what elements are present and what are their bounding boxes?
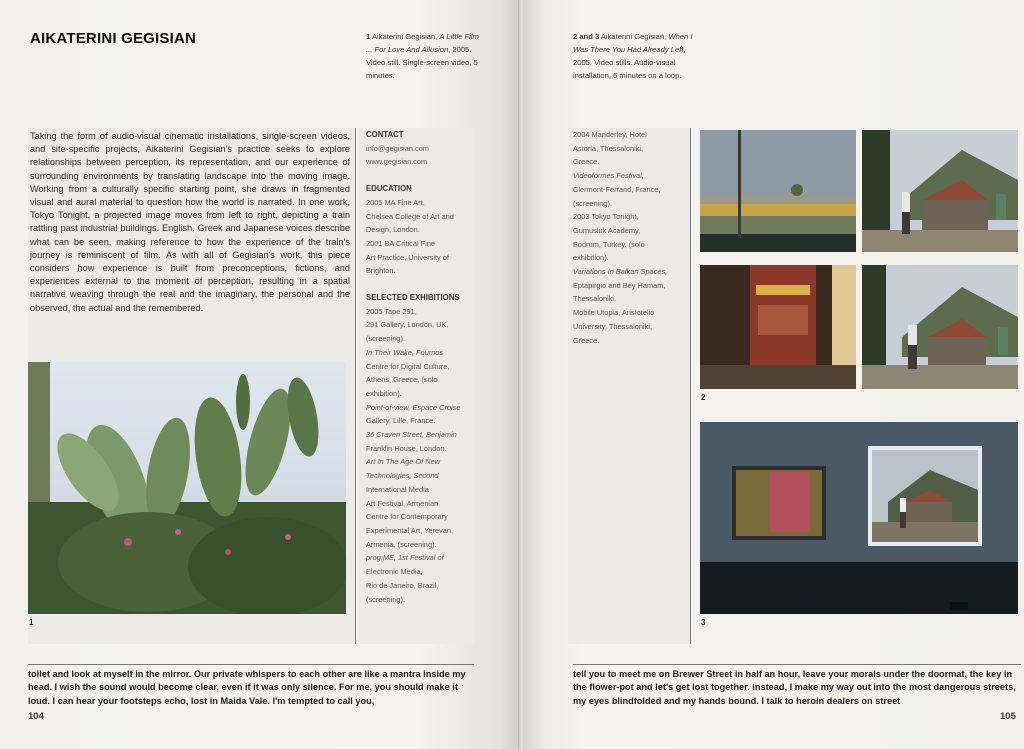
exhibition-line: Electronic Media, bbox=[366, 567, 423, 577]
exhibition-line: International Media bbox=[366, 484, 429, 494]
figure-1-photo bbox=[28, 362, 346, 614]
education-line: 2005 MA Fine Art, bbox=[366, 197, 425, 207]
figure-2-still-road bbox=[700, 130, 856, 252]
contact-email: info@gegisian.com bbox=[366, 143, 429, 153]
education-line: Design, London. bbox=[366, 225, 420, 235]
exhibition-line: (screening). bbox=[366, 594, 406, 604]
artist-name-heading: AIKATERINI GEGISIAN bbox=[30, 30, 197, 47]
village-still bbox=[862, 130, 1018, 252]
exhibition-line: exhibition). bbox=[366, 388, 402, 398]
cactus-photo bbox=[28, 362, 346, 614]
footer-narrative: toilet and look at myself in the mirror. Our private whispers to each other are like a mantra inside my head. I wish the sound would become clear, even if it was only silence. For me, you should make it loud. I can hear your footsteps echo, lost in Maida Vale. I'm tempted to call you, bbox=[28, 669, 466, 706]
exhibition-line: Armenia, (screening). bbox=[366, 539, 437, 549]
exhibition-line: Point-of-view, Espace Croise bbox=[366, 402, 461, 412]
figure-still bbox=[862, 265, 1018, 389]
exhibition-line: (screening). bbox=[366, 334, 406, 344]
exhibition-line: Bodrum, Turkey, (solo bbox=[573, 239, 645, 249]
exhibition-line: Greece. bbox=[573, 157, 600, 167]
contact-website: www.gegisian.com bbox=[366, 157, 428, 167]
exhibition-line: 291 Gallery, London, UK, bbox=[366, 320, 449, 330]
education-line: 2001 BA Critical Fine bbox=[366, 238, 436, 248]
exhibition-line: prog:ME, 1st Festival of bbox=[366, 553, 444, 563]
exhibition-line: exhibition). bbox=[573, 253, 609, 263]
footer-narrative: tell you to meet me on Brewer Street in half an hour, leave your morals under the doormat, the key in the flower-pot and let's get lost together. Instead, I make my way out into the most dangerous streets, my eyes blindfolded and my hands bound. I talk to heroin dealers on street bbox=[573, 669, 1016, 706]
exhibition-line: 2003 Tokyo Tonight, bbox=[573, 212, 639, 222]
exhibition-line: Videoformes Festival, bbox=[573, 171, 644, 181]
exhibition-line: Athens, Greece, (solo bbox=[366, 375, 438, 385]
exhibition-line: Technologies, Second bbox=[366, 471, 439, 481]
caption-details: , 2005. Video still. Single-screen video, 5 minutes. bbox=[366, 45, 478, 80]
caption-number: 1 bbox=[366, 32, 371, 41]
caption-details: , 2005. Video stills. Audio-visual installation, 6 minutes on a loop. bbox=[573, 45, 686, 80]
exhibition-line: Eptapirgio and Bey Hamam, bbox=[573, 280, 666, 290]
caption-title: When I Was There You Had Already Left bbox=[573, 32, 693, 54]
artist-statement: Taking the form of audio-visual cinematic installations, single-screen videos, and site-specific projects, Aikaterini Gegisian's practice seeks to explore relationships between perception, its representation, and our experience of surrounding environments by translating landscape into the moving image. Working from a culturally specific starting point, she draws in fragmented visual and aural material to question how the world is narrated. In one work, Tokyo Tonight, a projected image moves from left to right, depicting a train rattling past industrial buildings. English, Greek and Japanese voices describe what can be seen, making reference to how the experience of the train's journey is reminiscent of film. As with all of Gegisian's work, this piece considers how experience is built from preconceptions, fictions, and experiences external to the moment of perception, resulting in a spatial narrative weaving through the real and the imaginary, the personal and the observed, the actual and the remembered. bbox=[30, 131, 350, 313]
figure-1-caption bbox=[366, 30, 486, 82]
exhibition-line: Gumusluk Academy, bbox=[573, 225, 641, 235]
footer-rule bbox=[28, 664, 474, 665]
exhibition-line: Franklin House, London. bbox=[366, 443, 447, 453]
exhibition-line: Gallery, Lille, France. bbox=[366, 416, 436, 426]
exhibition-line: Rio de Janeiro, Brazil, bbox=[366, 580, 439, 590]
figure-2-still-village bbox=[862, 130, 1018, 252]
exhibition-line: Astoria, Thessaloniki, bbox=[573, 143, 644, 153]
exhibition-line: Clermont-Ferrand, France, bbox=[573, 184, 661, 194]
page-number-right: 105 bbox=[1000, 711, 1016, 722]
figure-1-label: 1 bbox=[29, 618, 34, 627]
exhibition-line: Greece. bbox=[573, 335, 600, 345]
exhibition-line: Thessaloniki. bbox=[573, 294, 617, 304]
figure-2-3-caption bbox=[573, 30, 698, 82]
exhibition-line: Art Festival, Armenian bbox=[366, 498, 439, 508]
exhibition-line: Mobile Utopia, Aristotelio bbox=[573, 308, 655, 318]
column-divider bbox=[355, 128, 356, 644]
exhibitions-continued bbox=[573, 128, 689, 347]
column-divider bbox=[690, 128, 691, 644]
exhibition-line: (screening). bbox=[573, 198, 613, 208]
exhibitions-heading: SELECTED EXHIBITIONS bbox=[366, 293, 460, 303]
exhibition-line: 36 Craven Street, Benjamin bbox=[366, 430, 457, 440]
caption-artist: Aikaterini Gegisian, bbox=[599, 32, 669, 41]
exhibition-line: Experimental Art, Yerevan, bbox=[366, 525, 454, 535]
figure-3-installation bbox=[700, 422, 1018, 614]
caption-title: A Little Film ... For Love And Allusion bbox=[366, 32, 479, 54]
caption-number: 2 and 3 bbox=[573, 32, 600, 41]
footer-rule bbox=[573, 664, 1021, 665]
road-still bbox=[700, 130, 856, 252]
exhibition-line: In Their Wake, Fournos bbox=[366, 347, 444, 357]
exhibition-line: University, Thessaloniki, bbox=[573, 321, 652, 331]
exhibition-line: 2005 Tape 291, bbox=[366, 306, 417, 316]
exhibition-line: 2004 Manderley, Hotel bbox=[573, 130, 647, 139]
cinema-still bbox=[700, 265, 856, 389]
exhibition-line: Art In The Age Of New bbox=[366, 457, 441, 467]
figure-3-label: 3 bbox=[701, 618, 706, 627]
caption-artist: Aikaterini Gegisian, bbox=[371, 32, 440, 41]
education-line: Brighton. bbox=[366, 266, 396, 276]
exhibition-line: Centre for Digital Culture, bbox=[366, 361, 450, 371]
installation-photo bbox=[700, 422, 1018, 614]
figure-2-still-cinema bbox=[700, 265, 856, 389]
exhibition-line: Centre for Contemporary bbox=[366, 512, 448, 522]
education-heading: EDUCATION bbox=[366, 184, 412, 194]
education-line: Chelsea College of Art and bbox=[366, 211, 454, 221]
contact-heading: CONTACT bbox=[366, 130, 404, 139]
exhibition-line: Variations In Balkan Spaces, bbox=[573, 267, 668, 277]
education-line: Art Practice, University of bbox=[366, 252, 449, 262]
info-sidebar bbox=[366, 128, 476, 606]
figure-2-label: 2 bbox=[701, 393, 706, 402]
page-number-left: 104 bbox=[28, 711, 44, 722]
figure-2-still-figure bbox=[862, 265, 1018, 389]
right-page bbox=[524, 0, 1024, 749]
